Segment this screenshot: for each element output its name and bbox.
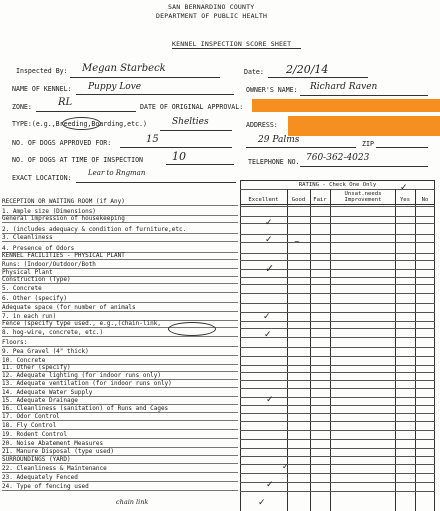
check-mark[interactable]: ✓ <box>282 462 289 471</box>
location-value[interactable]: Lear to Rngman <box>88 169 146 177</box>
telephone-value[interactable]: 760-362-4023 <box>306 153 370 163</box>
col-excellent: Excellent <box>248 197 279 203</box>
checklist-row: 5. Concrete <box>2 285 42 292</box>
kennel-name-value[interactable]: Puppy Love <box>88 82 142 92</box>
date-value[interactable]: 2/20/14 <box>286 63 329 76</box>
address-label: ADDRESS: <box>246 121 278 129</box>
checklist-row: 18. Fly Control <box>2 422 57 429</box>
zone-value[interactable]: RL <box>58 97 73 108</box>
county-name: SAN BERNARDINO COUNTY <box>168 3 255 11</box>
checklist-row: SURROUNDINGS (YARD) <box>2 456 71 463</box>
checklist-row: 9. Pea Gravel (4" thick) <box>2 348 89 355</box>
tilde-mark: ~ <box>294 238 300 246</box>
type-label: TYPE:(e.g.,Breeding,Boarding,etc.) <box>12 120 147 128</box>
checklist-row: Fence (specify type used., e.g.,(chain-link, <box>2 320 161 327</box>
checklist-row: 7. in each run) <box>2 313 57 320</box>
kennel-name-label: NAME OF KENNEL: <box>12 85 72 93</box>
checklist-row: RECEPTION OR WAITING ROOM (if Any) <box>2 198 125 205</box>
checklist-row: 21. Manure Disposal (type used) <box>2 448 114 455</box>
checklist-row: Runs: (Indoor/Outdoor/Both <box>2 261 96 268</box>
checklist-row: Physical Plant <box>2 269 53 276</box>
dogs-approved-label: NO. OF DOGS APPROVED FOR: <box>12 139 112 147</box>
col-unsat: Unsat.needs Improvement <box>344 191 382 203</box>
dogs-time-value[interactable]: 10 <box>172 150 186 163</box>
dogs-approved-value[interactable]: 15 <box>146 134 159 145</box>
rating-title: RATING - Check One Only <box>298 182 377 188</box>
checklist-row: 22. Cleanliness & Maintenance <box>2 465 107 472</box>
col-no: No <box>421 197 429 203</box>
checklist-row: 10. Concrete <box>2 357 46 364</box>
checklist-row: 8. hog-wire, concrete, etc.) <box>2 329 104 336</box>
check-mark[interactable]: ✓ <box>265 218 273 228</box>
check-mark[interactable]: ✓ <box>400 183 408 193</box>
inspected-by-value[interactable]: Megan Starbeck <box>82 63 166 74</box>
telephone-label: TELEPHONE NO. <box>248 158 300 166</box>
fencing-note[interactable]: chain link <box>116 498 149 506</box>
col-good: Good <box>291 197 306 203</box>
check-mark[interactable]: ✓ <box>265 235 273 245</box>
city-value[interactable]: 29 Palms <box>258 135 300 145</box>
col-fair: Fair <box>313 197 327 203</box>
checklist-row: Floors: <box>2 339 28 346</box>
chain-link-circle <box>168 322 216 336</box>
address-redaction <box>288 116 440 136</box>
checklist-row: 17. Odor Control <box>2 413 60 420</box>
location-label: EXACT LOCATION: <box>12 174 72 182</box>
checklist-row: 23. Adequately Fenced <box>2 474 78 481</box>
check-mark[interactable]: ✓ <box>265 262 275 275</box>
checklist-row: KENNEL FACILITIES - PHYSICAL PLANT <box>2 252 125 259</box>
owner-label: OWNER'S NAME: <box>246 86 298 94</box>
checklist-row: 4. Presence of Odors <box>2 245 75 252</box>
department-name: DEPARTMENT OF PUBLIC HEALTH <box>156 12 268 20</box>
checklist-row: 1. Ample size (Dimensions) <box>2 208 96 215</box>
approval-label: DATE OF ORIGINAL APPROVAL: <box>140 103 244 111</box>
checklist-row: 14. Adequate Water Supply <box>2 389 93 396</box>
checklist-row: 24. Type of fencing used <box>2 483 89 490</box>
checklist-row: Adequate space (for number of animals <box>2 304 136 311</box>
date-label: Date: <box>244 68 264 76</box>
checklist-row: 16. Cleanliness (sanitation) of Runs and Cages <box>2 405 169 412</box>
dogs-time-label: NO. OF DOGS AT TIME OF INSPECTION <box>12 156 144 164</box>
col-yes: Yes <box>399 197 411 203</box>
checklist-row: Construction (Type) <box>2 276 71 283</box>
checklist-row: 12. Adequate lighting (for indoor runs only) <box>2 372 161 379</box>
inspected-by-label: Inspected By: <box>16 67 68 75</box>
check-mark[interactable]: ✓ <box>266 395 274 405</box>
type-value[interactable]: Shelties <box>172 117 209 127</box>
checklist-row: General impression of housekeeping <box>2 215 125 222</box>
checklist-row: 13. Adequate ventilation (for indoor runs only) <box>2 380 172 387</box>
owner-value[interactable]: Richard Raven <box>310 82 378 92</box>
checklist-row: 15. Adequate Drainage <box>2 397 78 404</box>
checklist-row: 2. (includes adequacy & condition of furniture,etc. <box>2 226 187 233</box>
checklist-row: 3. Cleanliness <box>2 234 53 241</box>
check-mark[interactable]: ✓ <box>258 498 266 508</box>
checklist-row: 19. Rodent Control <box>2 431 68 438</box>
checklist-row: 20. Noise Abatement Measures <box>2 440 104 447</box>
zone-label: ZONE: <box>12 103 32 111</box>
check-mark[interactable]: ✓ <box>264 330 272 340</box>
rating-grid <box>240 180 435 511</box>
check-mark[interactable]: ✓ <box>266 480 274 490</box>
form-title: KENNEL INSPECTION SCORE SHEET <box>172 40 292 48</box>
check-mark[interactable]: ✓ <box>263 312 271 322</box>
checklist-row: 11. Other (specify) <box>2 364 71 371</box>
checklist-row: 6. Other (specify) <box>2 295 68 302</box>
redaction-bar <box>252 99 440 112</box>
breeding-circle <box>62 117 101 130</box>
zip-label: ZIP <box>362 140 374 148</box>
